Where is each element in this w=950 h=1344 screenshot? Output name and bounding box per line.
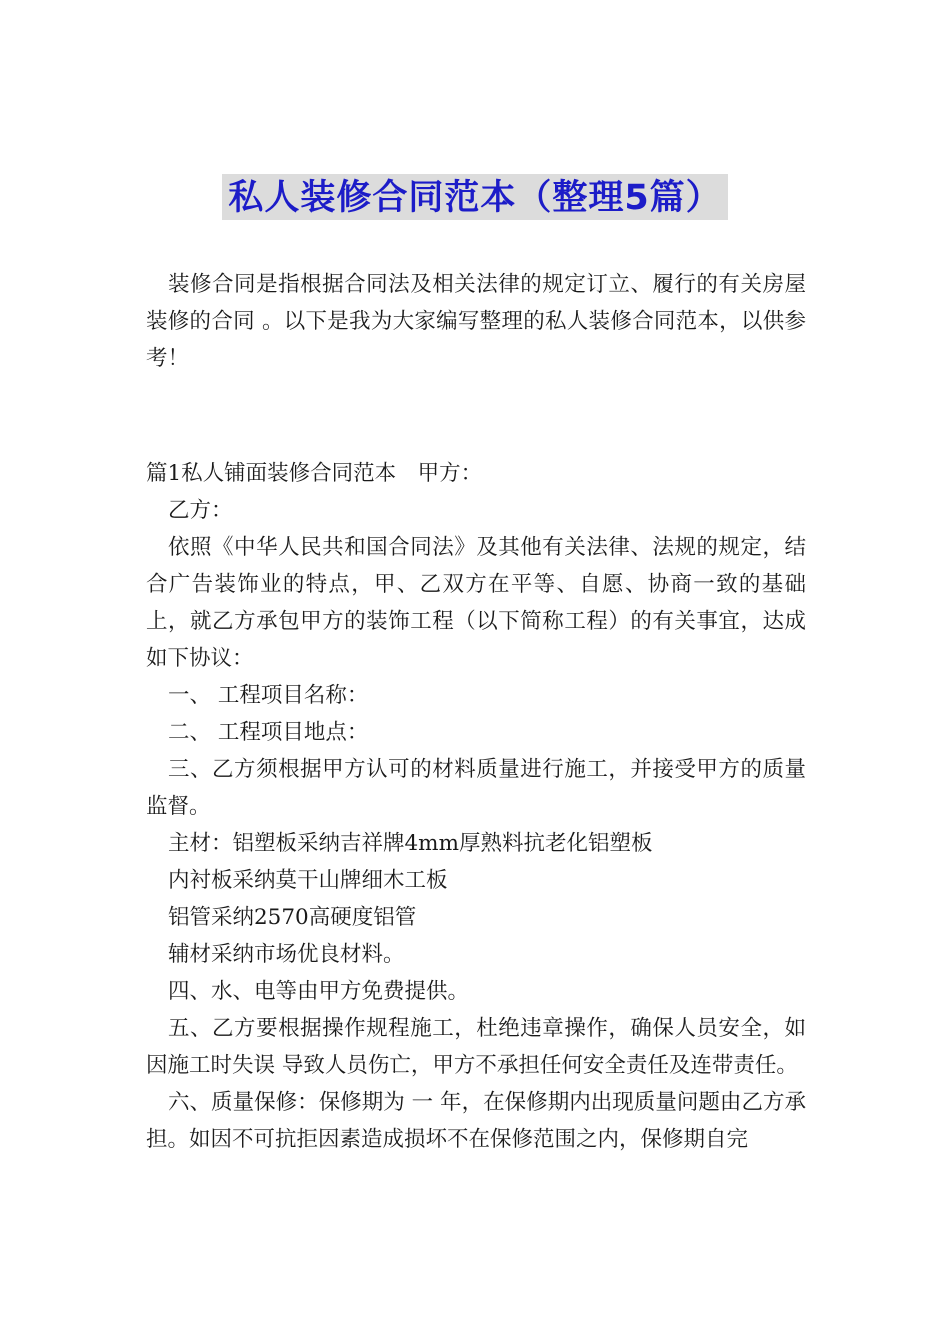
document-body [146, 266, 806, 1158]
material-pipe: 铝管采纳2570高硬度铝管 [168, 905, 417, 930]
clause-1: 一、 工程项目名称： [168, 683, 369, 708]
clause-3: 三、乙方须根据甲方认可的材料质量进行施工，并接受甲方的质量监督。 [146, 757, 806, 819]
intro-paragraph: 装修合同是指根据合同法及相关法律的规定订立、履行的有关房屋装修的合同 。以下是我为大家编写整理的私人装修合同范本，以供参考！ [146, 272, 806, 371]
clause-2: 二、 工程项目地点： [168, 720, 369, 745]
clause-6: 六、质量保修：保修期为 一 年，在保修期内出现质量问题由乙方承担。如因不可抗拒因素造成损坏不在保修范围之内，保修期自完 [146, 1090, 806, 1152]
contract-preamble: 依照《中华人民共和国合同法》及其他有关法律、法规的规定，结合广告装饰业的特点，甲、乙双方在平等、自愿、协商一致的基础上，就乙方承包甲方的装饰工程（以下简称工程）的有关事宜，达成如下协议： [146, 535, 806, 671]
document-title: 私人装修合同范本（整理5篇） [222, 174, 727, 220]
clause-4: 四、水、电等由甲方免费提供。 [168, 979, 470, 1004]
material-main: 主材：铝塑板采纳吉祥牌4mm厚熟料抗老化铝塑板 [168, 831, 653, 856]
material-auxiliary: 辅材采纳市场优良材料。 [168, 942, 405, 967]
clause-5: 五、乙方要根据操作规程施工，杜绝违章操作，确保人员安全，如因施工时失误 导致人员伤亡，甲方不承担任何安全责任及连带责任。 [146, 1016, 806, 1078]
title-container [0, 174, 950, 220]
paragraph-gap [146, 377, 806, 455]
section-heading: 篇1私人铺面装修合同范本 甲方： [146, 461, 483, 486]
party-b-line: 乙方： [168, 498, 233, 523]
material-lining: 内衬板采纳莫干山牌细木工板 [168, 868, 448, 893]
